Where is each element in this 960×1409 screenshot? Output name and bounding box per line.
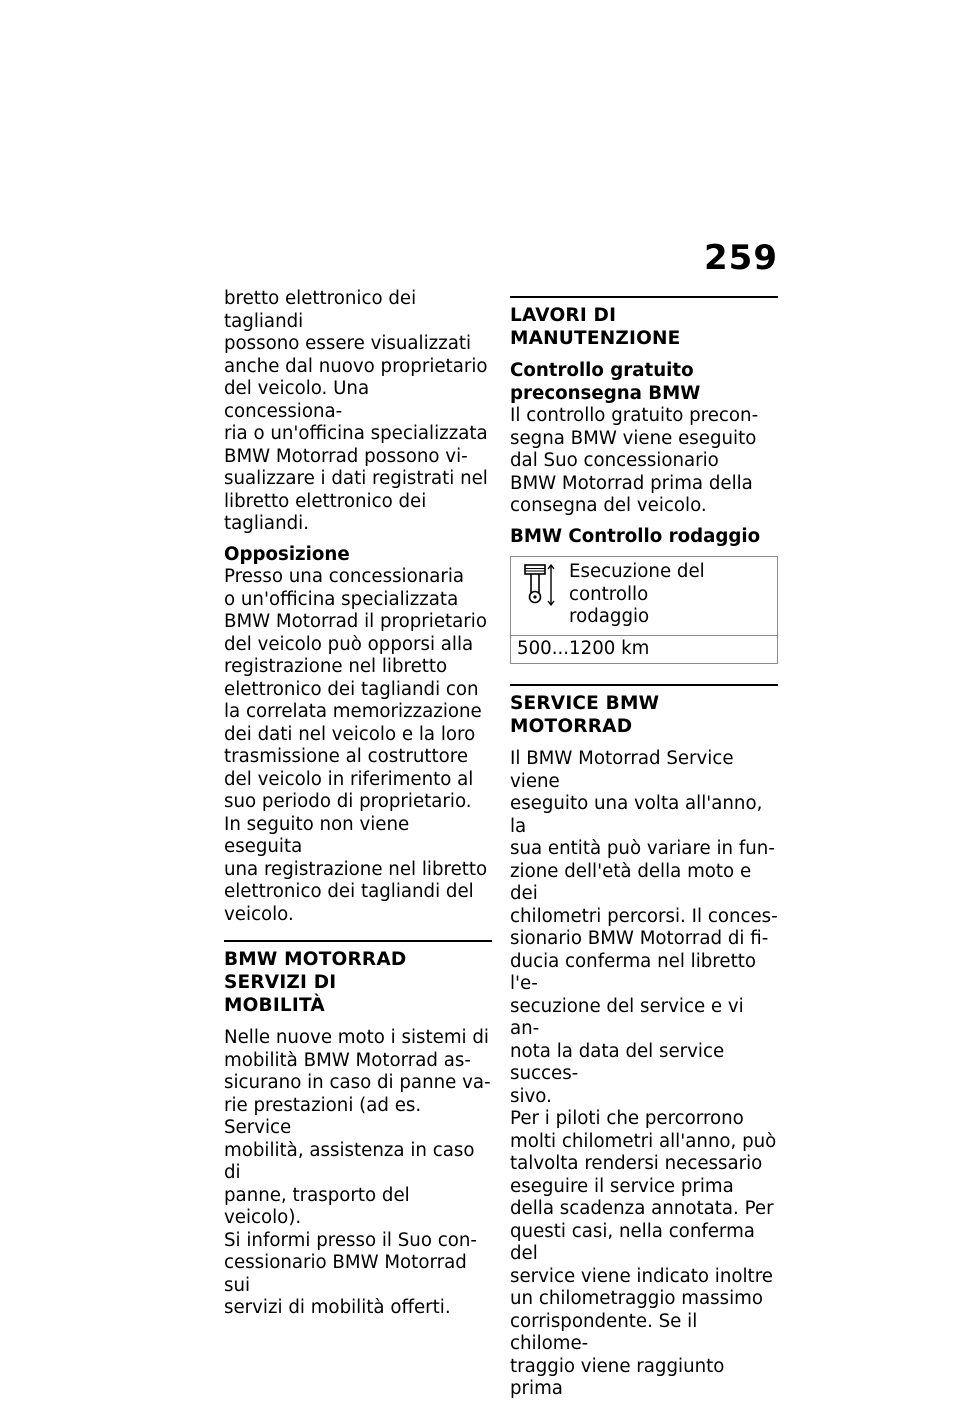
intro-paragraph: bretto elettronico dei tagliandi possono essere visualizzati anche dal nuovo proprietario del veicolo. Una concessiona- ria o un'officina specializzata BMW Motorrad possono vi- sualizzare i dati registrati nel libretto elettronico dei tagliandi. <box>224 288 488 534</box>
mobilita-paragraph-1: Nelle nuove moto i sistemi di mobilità BMW Motorrad as- sicurano in caso di panne va- rie prestazioni (ad es. Service mobilità, assistenza in caso di panne, trasporto del veicolo). <box>224 1027 491 1228</box>
service-paragraph-1: Il BMW Motorrad Service viene eseguito una volta all'anno, la sua entità può variare in fun- zione dell'età della moto e dei chilometri percorsi. Il conces- sionario BMW Motorrad di fi- ducia conferma nel libretto l'e- secuzione del service e vi an- nota la data del service succes- sivo. <box>510 748 778 1107</box>
page-number: 259 <box>704 238 778 278</box>
engine-piston-measure-icon <box>517 561 559 609</box>
mobilita-paragraph-2: Si informi presso il Suo con- cessionario BMW Motorrad sui servizi di mobilità offerti. <box>224 1229 477 1318</box>
opposizione-paragraph-1: Presso una concessionaria o un'officina specializzata BMW Motorrad il proprietario del veicolo può opporsi alla registrazione nel libretto elettronico dei tagliandi con la correlata memorizzazione dei dati nel veicolo e la loro trasmissione al costruttore del veicolo in riferimento al suo periodo di proprietario. <box>224 566 487 812</box>
mobilita-section-title: BMW MOTORRAD SERVIZI DI MOBILITÀ <box>224 940 492 1017</box>
service-paragraph-2: Per i piloti che percorrono molti chilometri all'anno, può talvolta rendersi necessario eseguire il service prima della scadenza annotata. Per questi casi, nella conferma del service viene indicato inoltre un chilometraggio massimo corrispondente. Se il chilome- traggio viene raggiunto prima <box>510 1108 777 1399</box>
right-column <box>510 288 778 1409</box>
service-section-title: SERVICE BMW MOTORRAD <box>510 684 778 738</box>
controllo-paragraph: Il controllo gratuito precon- segna BMW viene eseguito dal Suo concessionario BMW Motorrad prima della consegna del veicolo. <box>510 405 759 516</box>
spec-value: 500...1200 km <box>517 637 650 659</box>
rodaggio-spec-table <box>510 556 778 664</box>
controllo-heading: Controllo gratuito preconsegna BMW <box>510 360 701 404</box>
opposizione-paragraph-2: In seguito non viene eseguita una registrazione nel libretto elettronico dei tagliandi del veicolo. <box>224 813 488 925</box>
left-column <box>224 288 492 1328</box>
rodaggio-heading: BMW Controllo rodaggio <box>510 525 761 547</box>
spec-table-header-row <box>511 557 777 636</box>
opposizione-heading: Opposizione <box>224 543 350 565</box>
lavori-section-title: LAVORI DI MANUTENZIONE <box>510 296 778 350</box>
spec-label: Esecuzione del controllo rodaggio <box>569 561 705 627</box>
